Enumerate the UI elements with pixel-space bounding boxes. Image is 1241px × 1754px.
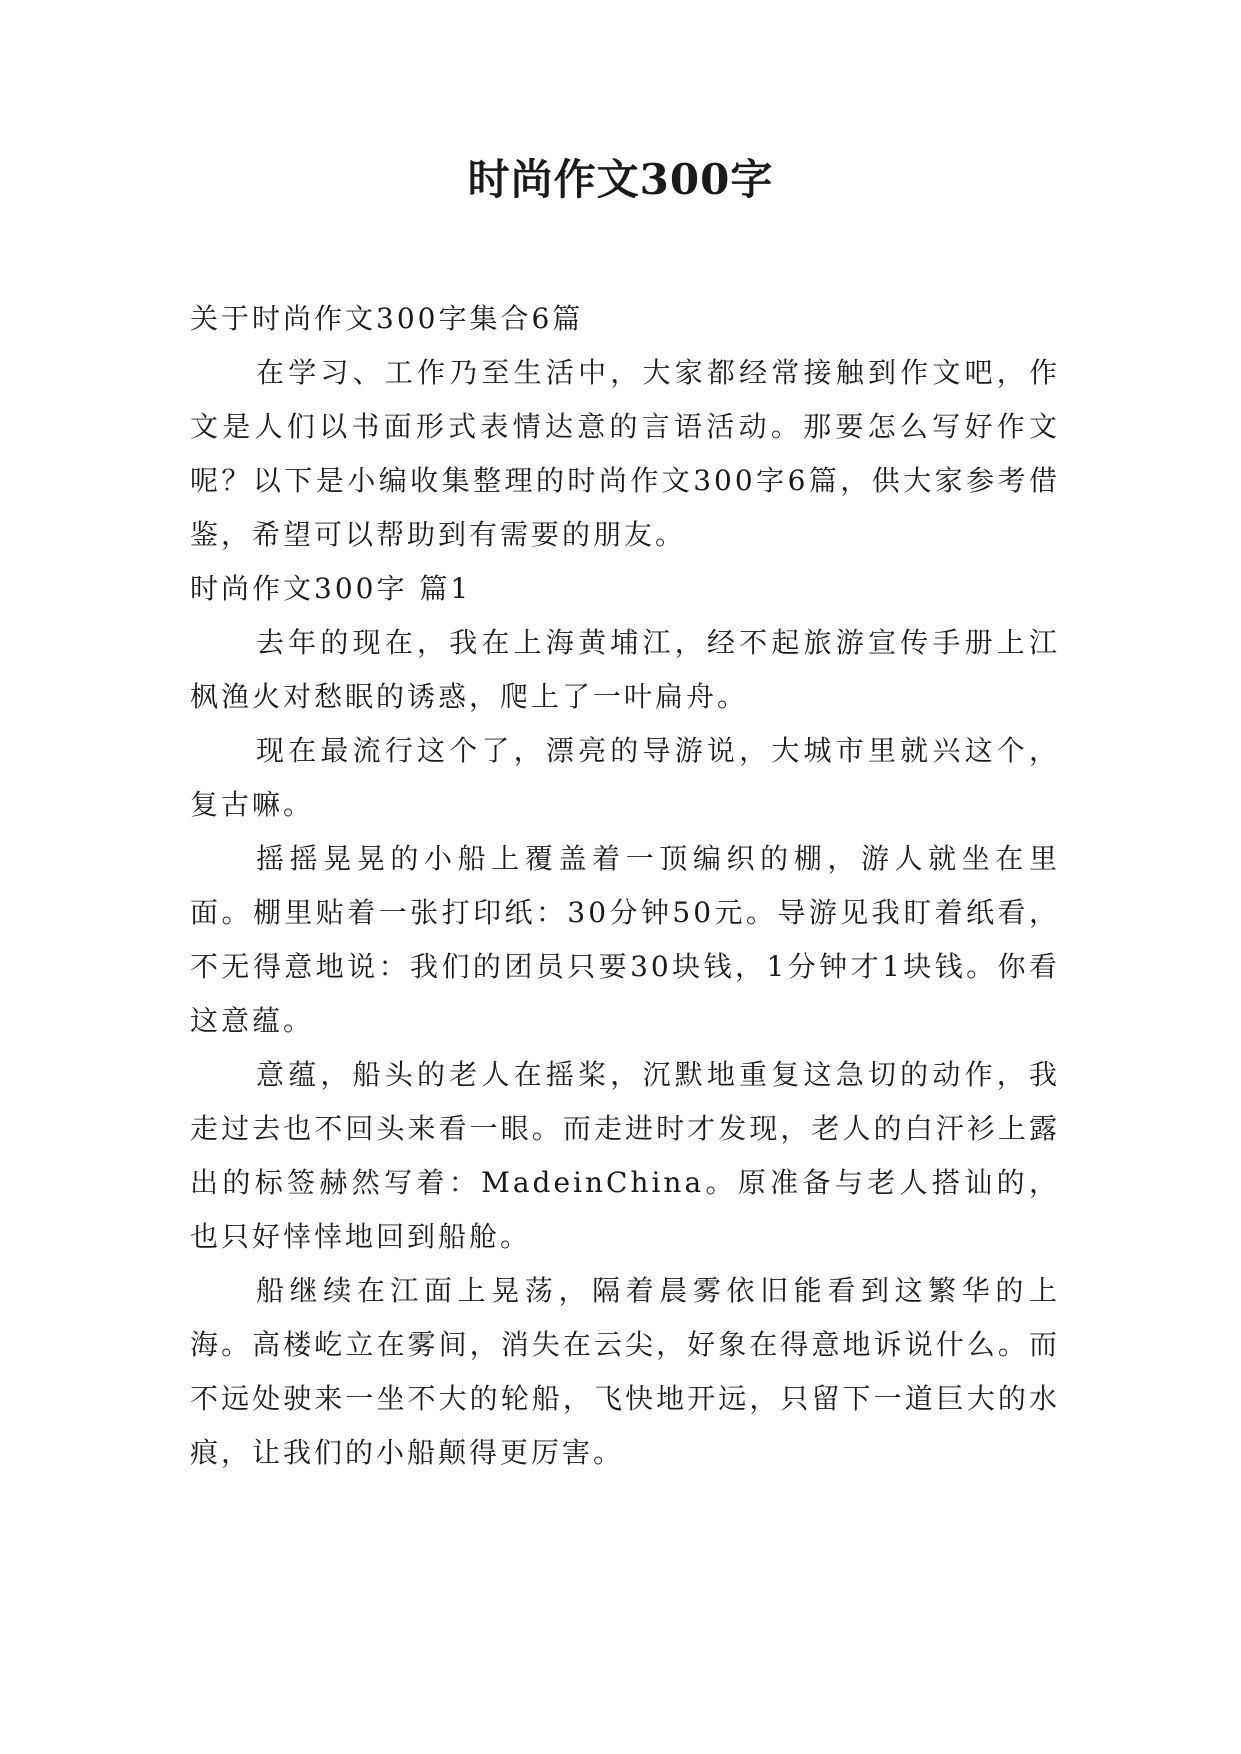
section-heading-1: 时尚作文300字 篇1 <box>190 572 472 605</box>
paragraph-intro: 在学习、工作乃至生活中，大家都经常接触到作文吧，作文是人们以书面形式表情达意的言语活动。那要怎么写好作文呢？以下是小编收集整理的时尚作文300字6篇，供大家参考借鉴，希望可以帮助到有需要的朋友。 <box>190 356 1060 551</box>
paragraph: 去年的现在，我在上海黄埔江，经不起旅游宣传手册上江枫渔火对愁眠的诱惑，爬上了一叶扁舟。 <box>190 626 1060 713</box>
paragraph: 现在最流行这个了，漂亮的导游说，大城市里就兴这个，复古嘛。 <box>190 734 1060 821</box>
document-body <box>190 292 1060 1480</box>
document-title: 时尚作文300字 <box>467 155 774 204</box>
paragraph-subtitle: 关于时尚作文300字集合6篇 <box>190 302 584 335</box>
paragraph: 摇摇晃晃的小船上覆盖着一顶编织的棚，游人就坐在里面。棚里贴着一张打印纸：30分钟50元。导游见我盯着纸看，不无得意地说：我们的团员只要30块钱，1分钟才1块钱。你看这意蕴。 <box>190 842 1060 1037</box>
paragraph: 意蕴，船头的老人在摇桨，沉默地重复这急切的动作，我走过去也不回头来看一眼。而走进时才发现，老人的白汗衫上露出的标签赫然写着：MadeinChina。原准备与老人搭讪的，也只好悻悻地回到船舱。 <box>190 1058 1060 1253</box>
paragraph: 船继续在江面上晃荡，隔着晨雾依旧能看到这繁华的上海。高楼屹立在雾间，消失在云尖，好象在得意地诉说什么。而不远处驶来一坐不大的轮船，飞快地开远，只留下一道巨大的水痕，让我们的小船颠得更厉害。 <box>190 1274 1060 1469</box>
